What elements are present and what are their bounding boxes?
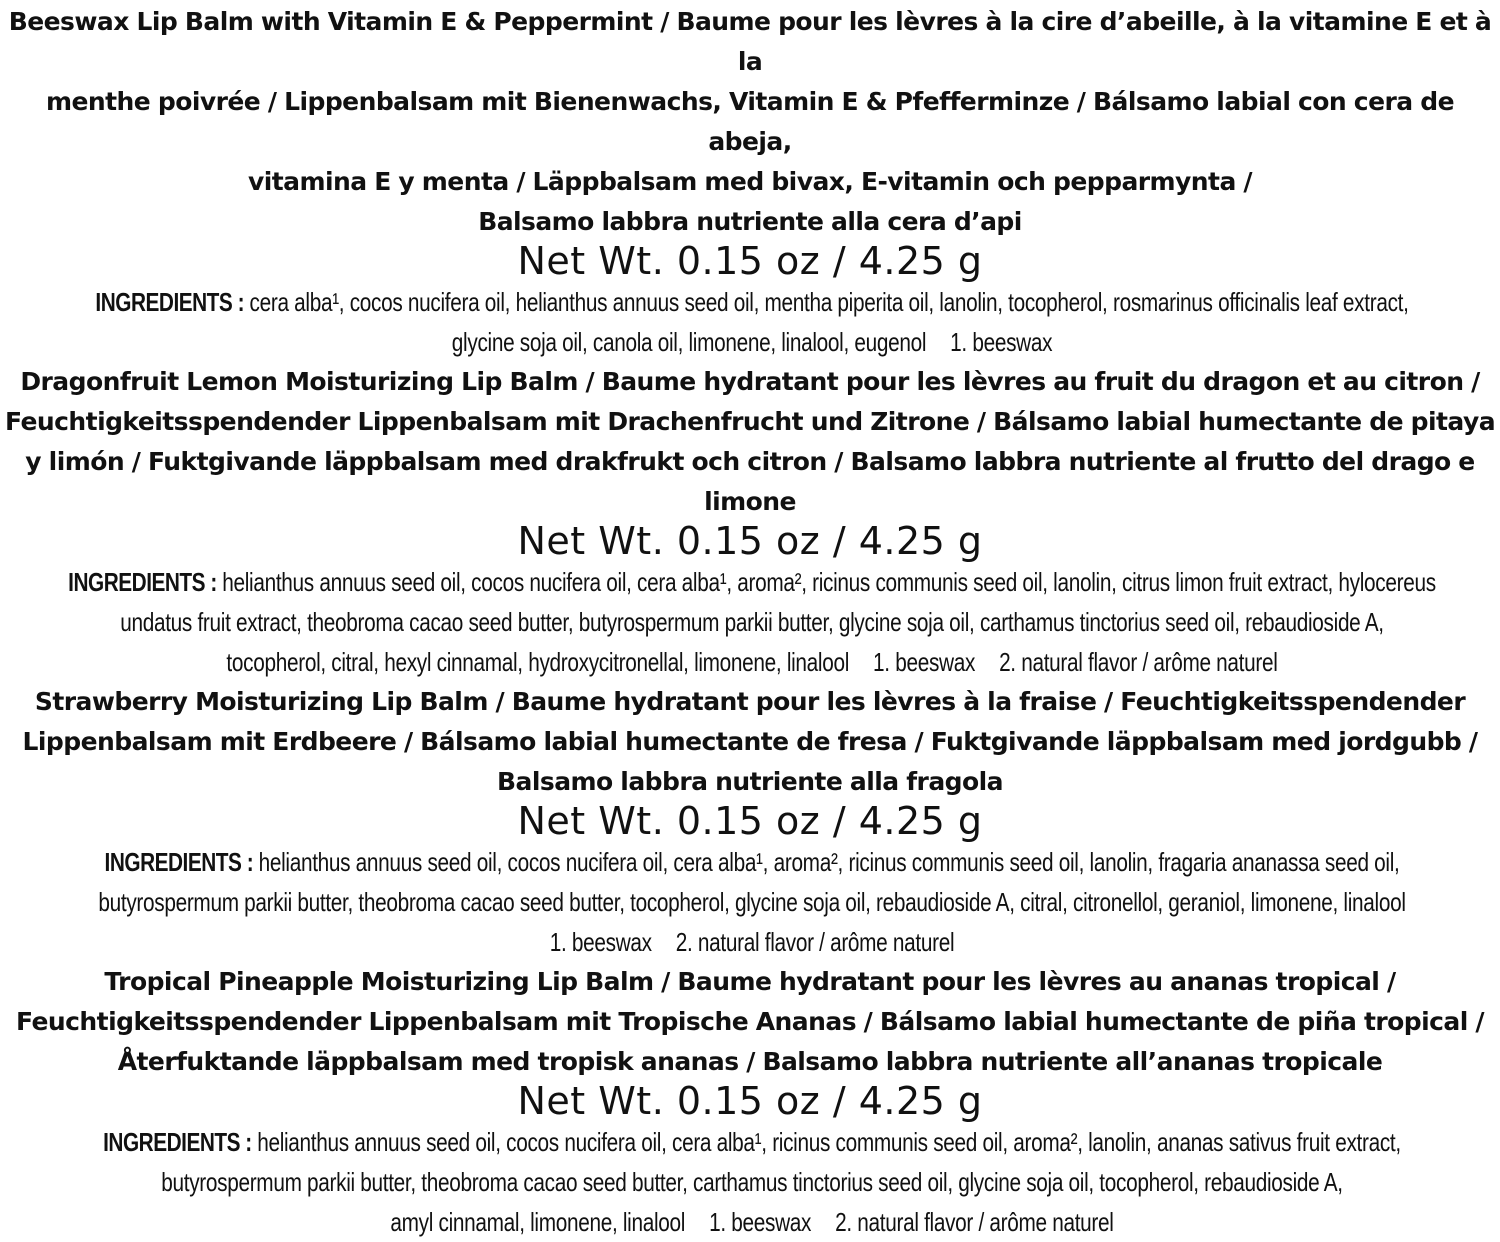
ingredients-label: INGREDIENTS : <box>104 847 254 877</box>
ingredients-line <box>6 642 1497 682</box>
footnote: 2. natural flavor / arôme naturel <box>999 647 1278 677</box>
ingredients-text: tocopherol, citral, hexyl cinnamal, hydroxycitronellal, limonene, linalool <box>226 647 850 677</box>
product-title-line: Dragonfruit Lemon Moisturizing Lip Balm / Baume hydratant pour les lèvres au fruit du dragon et au citron / <box>20 367 1480 396</box>
product-beeswax-peppermint <box>0 2 1500 362</box>
ingredients-line: undatus fruit extract, theobroma cacao seed butter, butyrospermum parkii butter, glycine soja oil, carthamus tinctorius seed oil, rebaudioside A, <box>120 607 1384 637</box>
footnote: 1. beeswax <box>950 327 1053 357</box>
ingredients-text: glycine soja oil, canola oil, limonene, linalool, eugenol <box>451 327 927 357</box>
ingredients-line <box>6 842 1497 882</box>
footnote: 1. beeswax <box>709 1207 812 1237</box>
ingredients-label: INGREDIENTS : <box>95 287 245 317</box>
ingredients-line <box>6 322 1497 362</box>
product-title-line: Feuchtigkeitsspendender Lippenbalsam mit Drachenfrucht und Zitrone / Bálsamo labial humectante de pitaya <box>4 407 1496 436</box>
product-title-line: Lippenbalsam mit Erdbeere / Bálsamo labial humectante de fresa / Fuktgivande läppbalsam med jordgubb / <box>22 727 1478 756</box>
product-title-line: vitamina E y menta / Läppbalsam med bivax, E-vitamin och pepparmynta / <box>247 167 1252 196</box>
net-weight: Net Wt. 0.15 oz / 4.25 g <box>517 519 983 563</box>
ingredients-line <box>6 562 1497 602</box>
footnote: 1. beeswax <box>549 927 652 957</box>
ingredients-line: butyrospermum parkii butter, theobroma cacao seed butter, tocopherol, glycine soja oil, rebaudioside A, citral, citronellol, geraniol, limonene, linalool <box>98 887 1406 917</box>
ingredients-text: helianthus annuus seed oil, cocos nucifera oil, cera alba¹, aroma², ricinus communis seed oil, lanolin, citrus limon fruit extract, hylocereus <box>216 567 1436 597</box>
product-title-line: Feuchtigkeitsspendender Lippenbalsam mit Tropische Ananas / Bálsamo labial humectante de piña tropical / <box>16 1007 1484 1036</box>
ingredients-text: cera alba¹, cocos nucifera oil, helianthus annuus seed oil, mentha piperita oil, lanolin, tocopherol, rosmarinus officinalis leaf extract, <box>244 287 1409 317</box>
net-weight: Net Wt. 0.15 oz / 4.25 g <box>517 239 983 283</box>
ingredients-line <box>6 1202 1497 1242</box>
footnote: 2. natural flavor / arôme naturel <box>835 1207 1114 1237</box>
product-tropical-pineapple <box>0 962 1500 1242</box>
ingredients-line <box>6 1122 1497 1162</box>
ingredients-text: helianthus annuus seed oil, cocos nucifera oil, cera alba¹, ricinus communis seed oil, aroma², lanolin, ananas sativus fruit extract, <box>251 1127 1401 1157</box>
product-title-line: menthe poivrée / Lippenbalsam mit Bienenwachs, Vitamin E & Pfefferminze / Bálsamo labial con cera de abeja, <box>46 87 1454 156</box>
ingredients-text: amyl cinnamal, limonene, linalool <box>390 1207 686 1237</box>
net-weight: Net Wt. 0.15 oz / 4.25 g <box>517 799 983 843</box>
ingredients-text: helianthus annuus seed oil, cocos nucifera oil, cera alba¹, aroma², ricinus communis seed oil, lanolin, fragaria ananassa seed oil, <box>253 847 1400 877</box>
product-title-line: Balsamo labbra nutriente alla fragola <box>497 767 1003 796</box>
product-title-line: Strawberry Moisturizing Lip Balm / Baume hydratant pour les lèvres à la fraise / Feuchtigkeitsspendender <box>34 687 1466 716</box>
net-weight: Net Wt. 0.15 oz / 4.25 g <box>517 1079 983 1123</box>
ingredients-line <box>6 922 1497 962</box>
ingredients-label: INGREDIENTS : <box>103 1127 252 1157</box>
product-title-line: Återfuktande läppbalsam med tropisk ananas / Balsamo labbra nutriente all’ananas tropicale <box>117 1047 1383 1076</box>
product-title-line: Balsamo labbra nutriente alla cera d’api <box>478 207 1022 236</box>
product-dragonfruit-lemon <box>0 362 1500 682</box>
product-strawberry <box>0 682 1500 962</box>
product-title-line: y limón / Fuktgivande läppbalsam med drakfrukt och citron / Balsamo labbra nutriente al frutto del drago e limone <box>25 447 1475 516</box>
product-title-line: Beeswax Lip Balm with Vitamin E & Peppermint / Baume pour les lèvres à la cire d’abeille, à la vitamine E et à la <box>8 7 1492 76</box>
ingredients-line: butyrospermum parkii butter, theobroma cacao seed butter, carthamus tinctorius seed oil, glycine soja oil, tocopherol, rebaudioside A, <box>161 1167 1343 1197</box>
footnote: 1. beeswax <box>873 647 976 677</box>
ingredients-label: INGREDIENTS : <box>68 567 217 597</box>
product-title-line: Tropical Pineapple Moisturizing Lip Balm / Baume hydratant pour les lèvres au ananas tropical / <box>104 967 1396 996</box>
footnote: 2. natural flavor / arôme naturel <box>675 927 955 957</box>
ingredients-line <box>6 282 1497 322</box>
